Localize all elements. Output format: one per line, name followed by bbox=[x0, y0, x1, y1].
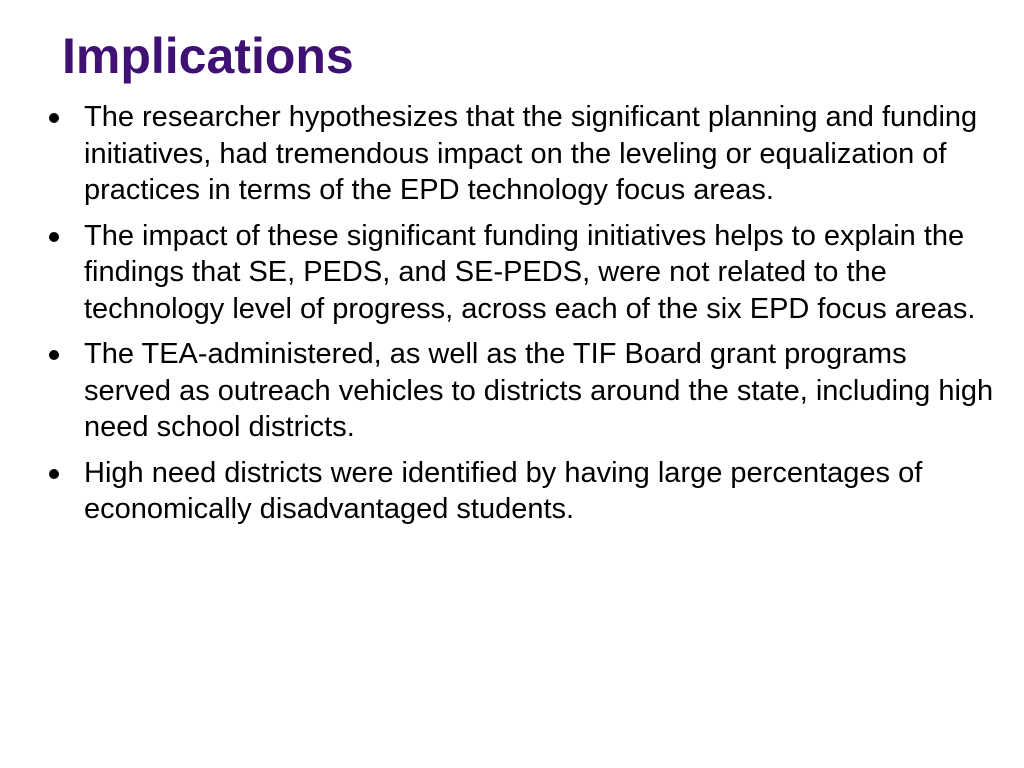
bullet-text: The impact of these significant funding initiatives helps to explain the findings that SE, PEDS, and SE-PEDS, were not related to the technology level of progress, across each of the six EPD focus areas. bbox=[84, 219, 976, 325]
bullet-dot-icon bbox=[49, 469, 59, 479]
bullet-text: The researcher hypothesizes that the significant planning and funding initiatives, had tremendous impact on the leveling or equalization of practices in terms of the EPD technology focus areas. bbox=[84, 101, 978, 206]
bullet-item bbox=[44, 218, 994, 328]
bullet-text: High need districts were identified by having large percentages of economically disadvantaged students. bbox=[84, 456, 923, 525]
bullet-text: The TEA-administered, as well as the TIF Board grant programs served as outreach vehicles to districts around the state, including high need school districts. bbox=[84, 338, 994, 443]
bullet-list bbox=[44, 99, 994, 537]
bullet-item bbox=[44, 99, 994, 209]
slide-title: Implications bbox=[62, 28, 354, 84]
bullet-dot-icon bbox=[49, 113, 59, 123]
bullet-dot-icon bbox=[49, 350, 59, 360]
bullet-item bbox=[44, 455, 994, 528]
bullet-dot-icon bbox=[49, 232, 59, 242]
bullet-item bbox=[44, 336, 994, 446]
